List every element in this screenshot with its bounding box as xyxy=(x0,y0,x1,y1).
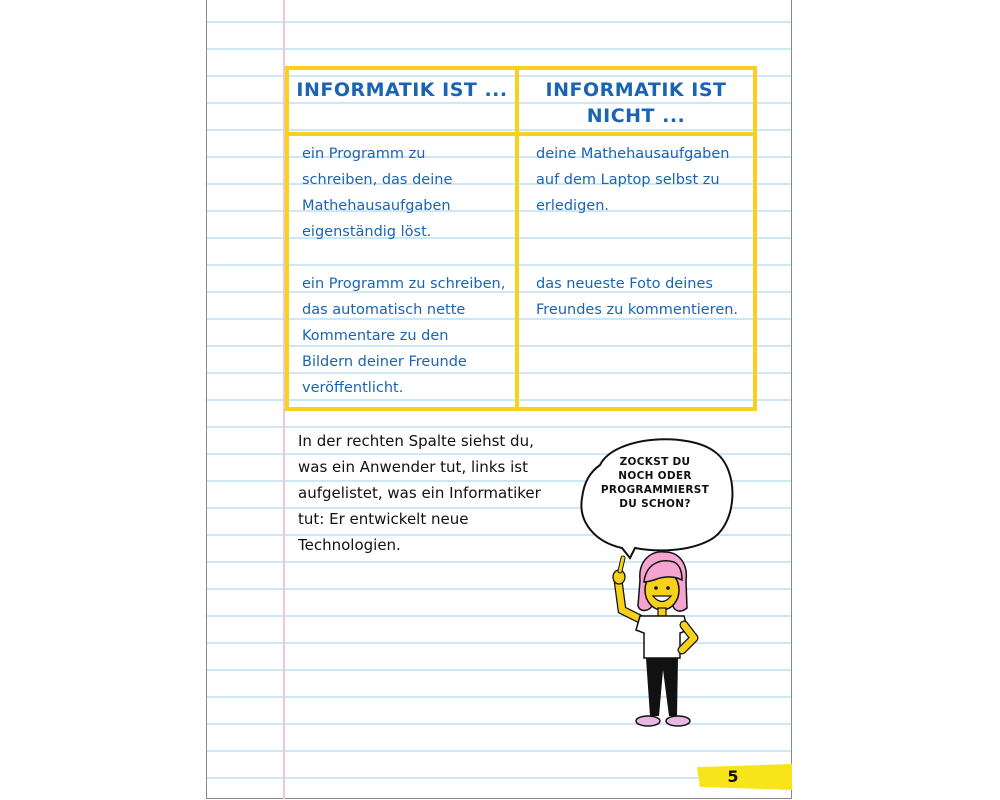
page-number: 5 xyxy=(727,767,739,786)
shoe-left xyxy=(636,716,660,726)
table-border-top xyxy=(285,66,757,70)
table-border-bottom xyxy=(285,407,757,411)
table-cell-row2-left: ein Programm zu schreiben, das automatisch nette Kommentare zu den Bildern deiner Freunde veröffentlicht. xyxy=(302,276,506,396)
table-header-divider xyxy=(285,132,757,136)
table-border-left xyxy=(285,66,289,411)
table-border-right xyxy=(753,66,757,411)
header-informatik-ist: INFORMATIK IST ... xyxy=(296,79,508,101)
speech-bubble-text: ZOCKST DU NOCH ODER PROGRAMMIERST DU SCHON? xyxy=(600,456,710,510)
header-informatik-ist-nicht: INFORMATIK IST NICHT ... xyxy=(545,79,727,127)
table-cell-row2-right: das neueste Foto deines Freundes zu kommentieren. xyxy=(536,276,739,318)
pants xyxy=(646,658,678,716)
table-cell-row1-right: deine Mathehausaufgaben auf dem Laptop selbst zu erledigen. xyxy=(536,146,730,214)
shoe-right xyxy=(666,716,690,726)
table-cell-row1-left: ein Programm zu schreiben, das deine Mathehausaufgaben eigenständig löst. xyxy=(302,146,453,240)
body-paragraph: In der rechten Spalte siehst du, was ein Anwender tut, links ist aufgelistet, was ein Informatiker tut: Er entwickelt neue Technologien. xyxy=(298,432,541,554)
